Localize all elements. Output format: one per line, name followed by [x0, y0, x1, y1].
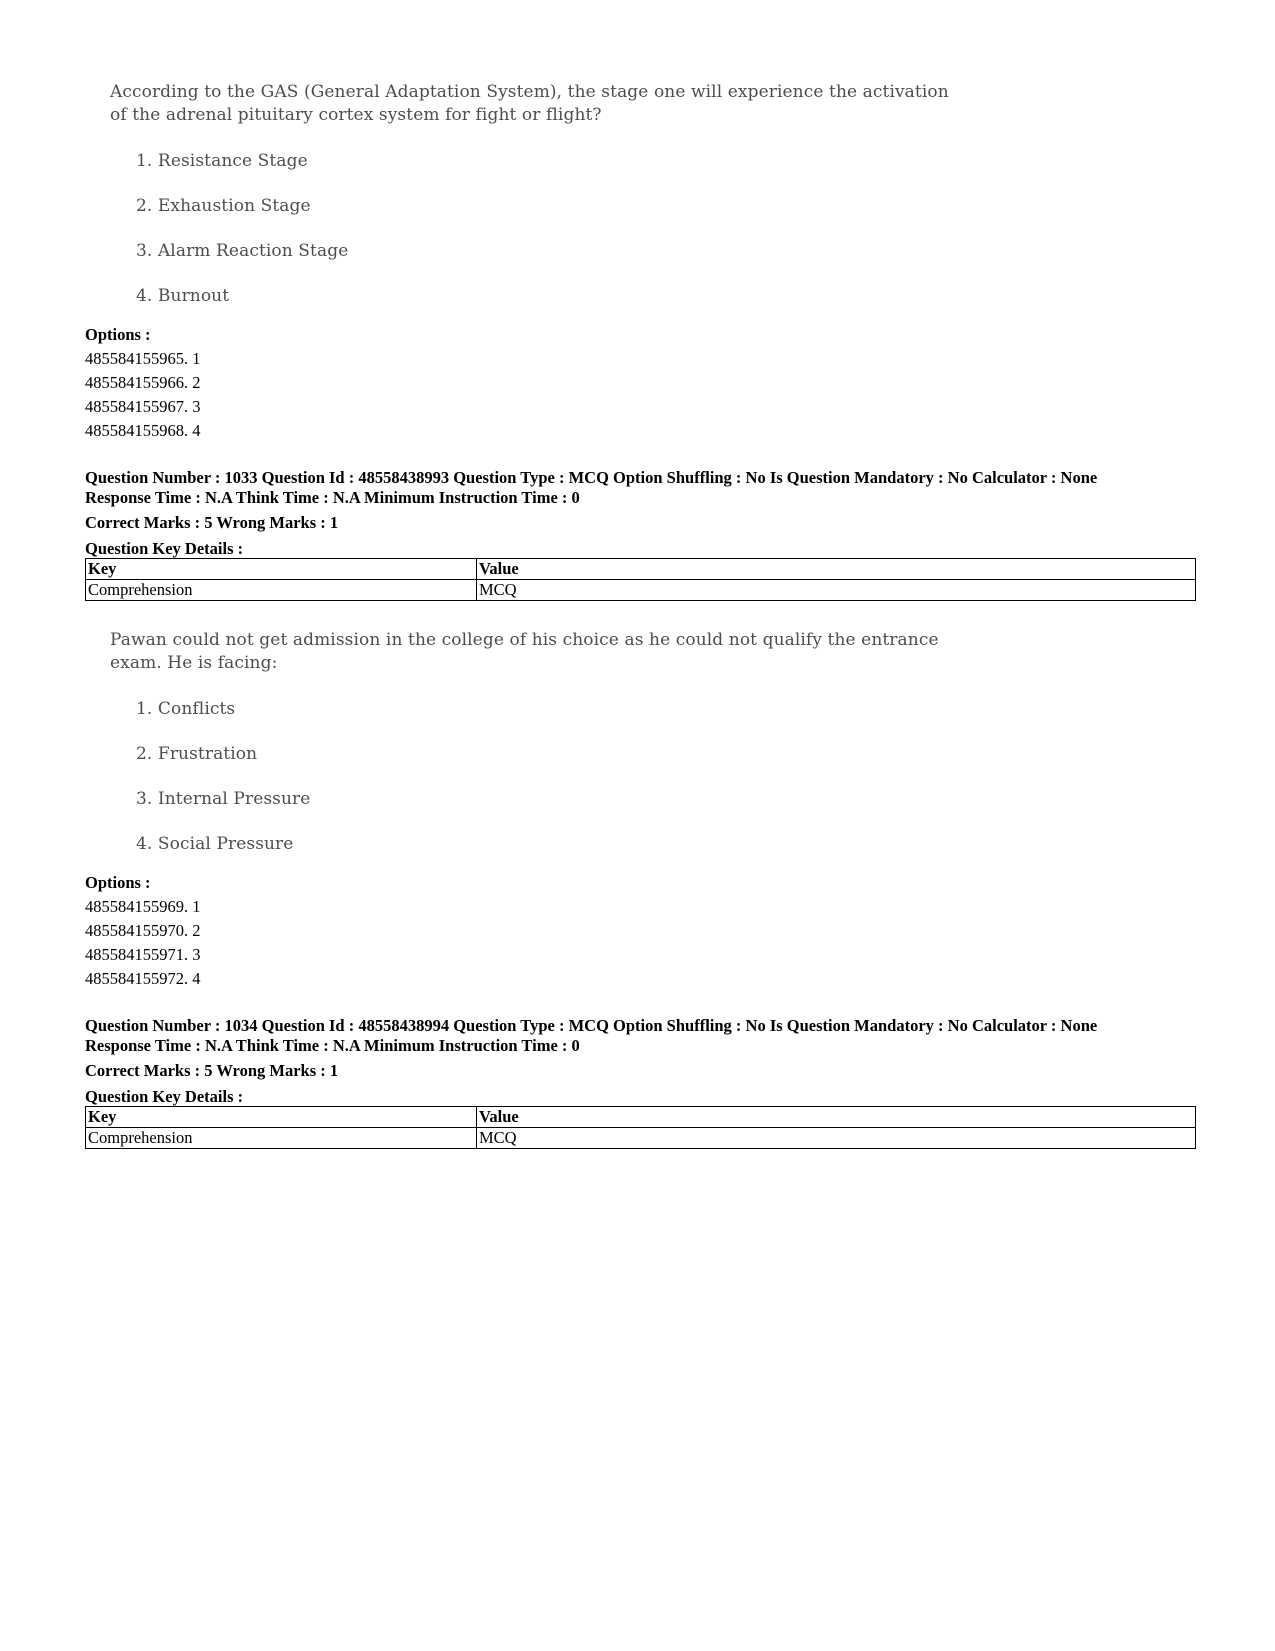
- options-list: [85, 871, 201, 991]
- option-item: 485584155968. 4: [85, 421, 201, 440]
- choice-item: 4. Burnout: [136, 286, 230, 306]
- choice-item: 4. Social Pressure: [136, 834, 294, 854]
- question-meta-line: Question Number : 1033 Question Id : 48558438993 Question Type : MCQ Option Shuffling : No Is Question Mandatory : No Calculator : None: [85, 468, 1098, 487]
- question-meta-1033: [85, 468, 1195, 560]
- key-details-table: [85, 558, 1196, 601]
- question-text: Pawan could not get admission in the college of his choice as he could not qualify the entrance exam. He is facing:: [110, 630, 939, 673]
- question-text: According to the GAS (General Adaptation System), the stage one will experience the activation of the adrenal pituitary cortex system for fight or flight?: [110, 82, 949, 125]
- table-cell: MCQ: [477, 1128, 1196, 1149]
- table-cell: Comprehension: [86, 1128, 477, 1149]
- table-header-cell: Value: [477, 559, 1196, 580]
- table-row: [86, 580, 1196, 601]
- table-header-cell: Key: [86, 1107, 477, 1128]
- question-meta-line: Question Number : 1034 Question Id : 48558438994 Question Type : MCQ Option Shuffling : No Is Question Mandatory : No Calculator : None: [85, 1016, 1098, 1035]
- option-item: 485584155971. 3: [85, 945, 201, 964]
- marks-line: Correct Marks : 5 Wrong Marks : 1: [85, 513, 339, 532]
- option-item: 485584155966. 2: [85, 373, 201, 392]
- option-item: 485584155969. 1: [85, 897, 201, 916]
- table-header-row: [86, 1107, 1196, 1128]
- key-details-table: [85, 1106, 1196, 1149]
- table-header-row: [86, 559, 1196, 580]
- choice-item: 3. Alarm Reaction Stage: [136, 241, 349, 261]
- key-details-label: Question Key Details :: [85, 539, 244, 558]
- options-label: Options :: [85, 873, 151, 892]
- marks-line: Correct Marks : 5 Wrong Marks : 1: [85, 1061, 339, 1080]
- options-label: Options :: [85, 325, 151, 344]
- question-meta-line: Response Time : N.A Think Time : N.A Minimum Instruction Time : 0: [85, 1036, 580, 1055]
- option-item: 485584155970. 2: [85, 921, 201, 940]
- choice-item: 2. Exhaustion Stage: [136, 196, 311, 216]
- table-header-cell: Value: [477, 1107, 1196, 1128]
- choice-item: 2. Frustration: [136, 744, 258, 764]
- table-header-cell: Key: [86, 559, 477, 580]
- table-cell: MCQ: [477, 580, 1196, 601]
- option-item: 485584155967. 3: [85, 397, 201, 416]
- choice-item: 1. Conflicts: [136, 699, 236, 719]
- option-item: 485584155972. 4: [85, 969, 201, 988]
- question-meta-line: Response Time : N.A Think Time : N.A Minimum Instruction Time : 0: [85, 488, 580, 507]
- option-item: 485584155965. 1: [85, 349, 201, 368]
- question-meta-1034: [85, 1016, 1195, 1108]
- choice-item: 3. Internal Pressure: [136, 789, 311, 809]
- question-image-pawan: [110, 629, 1010, 867]
- choice-item: 1. Resistance Stage: [136, 151, 308, 171]
- question-image-gas: [110, 81, 1010, 319]
- options-list: [85, 323, 201, 443]
- table-cell: Comprehension: [86, 580, 477, 601]
- key-details-label: Question Key Details :: [85, 1087, 244, 1106]
- table-row: [86, 1128, 1196, 1149]
